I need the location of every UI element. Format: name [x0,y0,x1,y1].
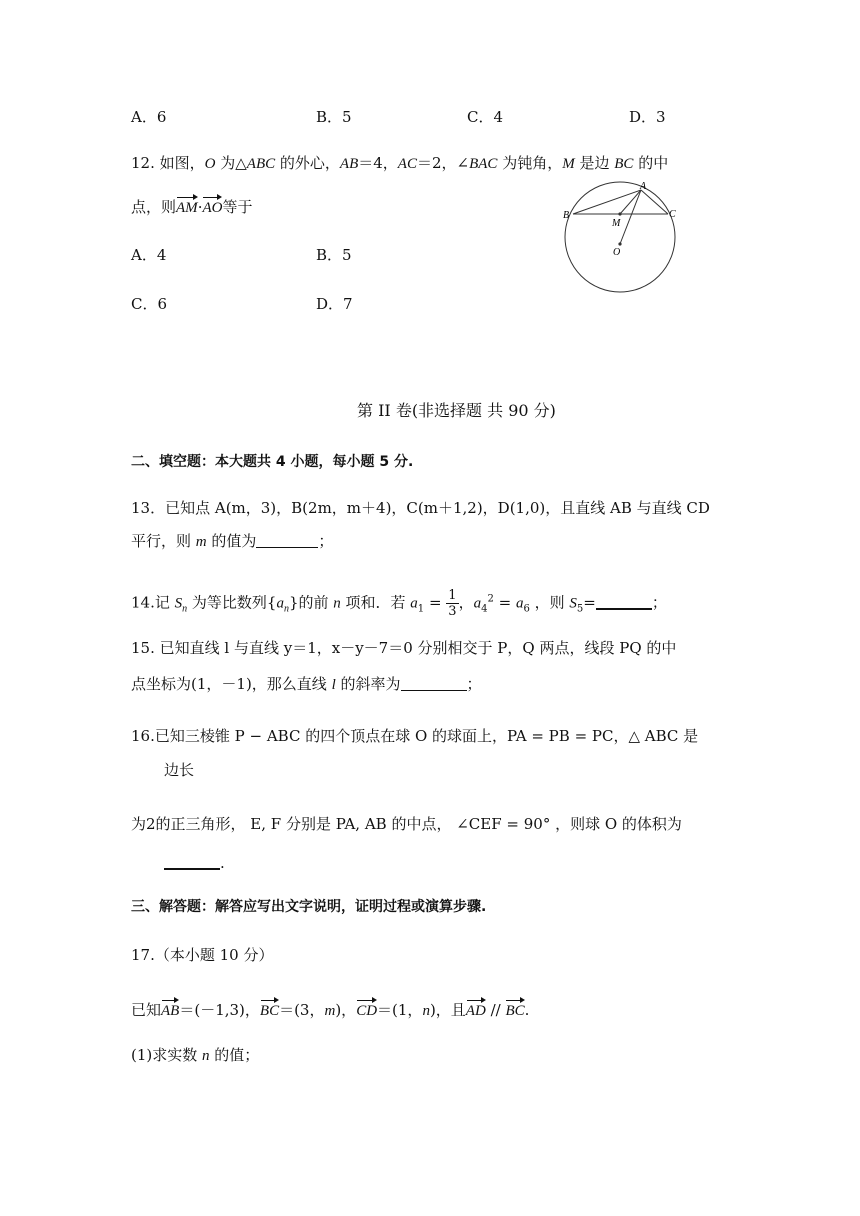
q17-heading: 17.（本小题 10 分） [131,946,274,964]
circumcircle [565,182,675,292]
vector-bc-2: BC [505,1003,525,1019]
q16-line2: 边长 [164,761,195,779]
q13-line1: 13．已知点 A(m，3)，B(2m，m＋4)，C(m＋1,2)，D(1,0)，且直线 AB 与直线 CD [131,499,710,517]
q14-line: 14.记 $S_n$ 为等比数列$\{a_n\}$的前 n 项和．若 $a_1$ = $\frac{1}{3}$ ，$a_4^2 = a_6$ ，则 $S_5=$ ； [131,588,667,619]
label-a: A [640,181,647,192]
answer-blank [596,594,652,610]
q17-part1: (1)求实数 n 的值； [131,1046,260,1064]
answer-blank [401,676,467,691]
segment-ao [620,190,641,244]
vector-am: AM [176,200,198,216]
q12-line1: 12. 如图，O 为△ABC 的外心，AB＝4，AC＝2，∠BAC 为钝角，M 是边 BC 的中 [131,154,669,172]
section2-heading: 二、填空题：本大题共 4 小题，每小题 5 分. [131,454,414,470]
vector-bc: BC [259,1003,280,1019]
vector-cd: CD [356,1003,378,1019]
option-b: B．5 [316,108,352,126]
vector-ad: AD [465,1003,486,1019]
label-b: B [563,210,570,221]
label-m: M [612,218,621,229]
point-m [618,212,621,215]
q12-option-c: C．6 [131,295,168,313]
q15-line1: 15. 已知直线 l 与直线 y＝1，x－y－7＝0 分别相交于 P，Q 两点，线段 PQ 的中 [131,639,677,657]
vector-ao: AO [202,200,223,216]
q16-line4: . [164,853,225,873]
q12-option-b: B．5 [316,246,352,264]
q15-line2: 点坐标为(1，－1)，那么直线 l 的斜率为 ； [131,675,482,693]
q13-line2: 平行，则 m 的值为 ； [131,532,334,550]
circumcircle-figure [558,180,688,300]
answer-blank [164,854,220,870]
label-o: O [613,247,621,258]
q12-line2: 点，则AM·AO等于 [131,198,253,216]
q17-line1: 已知AB＝(－1,3)，BC＝(3，m)，CD＝(1，n)，且AD // BC. [131,1001,530,1019]
answer-blank [256,533,318,548]
q12-option-a: A．4 [131,246,167,264]
q12-option-d: D．7 [316,295,353,313]
point-o [618,242,621,245]
label-c: C [669,209,676,220]
q16-line3: 为2的正三角形， E, F 分别是 PA, AB 的中点， ∠CEF = 90° ，则球 O 的体积为 [131,815,682,833]
section3-heading: 三、解答题：解答应写出文字说明，证明过程或演算步骤. [131,899,487,915]
vector-ab: AB [161,1003,180,1019]
q16-line1: 16.已知三棱锥 P − ABC 的四个顶点在球 O 的球面上，PA = PB = PC，△ ABC 是 [131,727,699,745]
part2-title: 第 II 卷(非选择题 共 90 分) [357,401,556,420]
option-d: D．3 [629,108,666,126]
option-a: A．6 [131,108,167,126]
option-c: C．4 [467,108,504,126]
fraction-one-third: $\frac{1}{3}$ [448,588,457,619]
